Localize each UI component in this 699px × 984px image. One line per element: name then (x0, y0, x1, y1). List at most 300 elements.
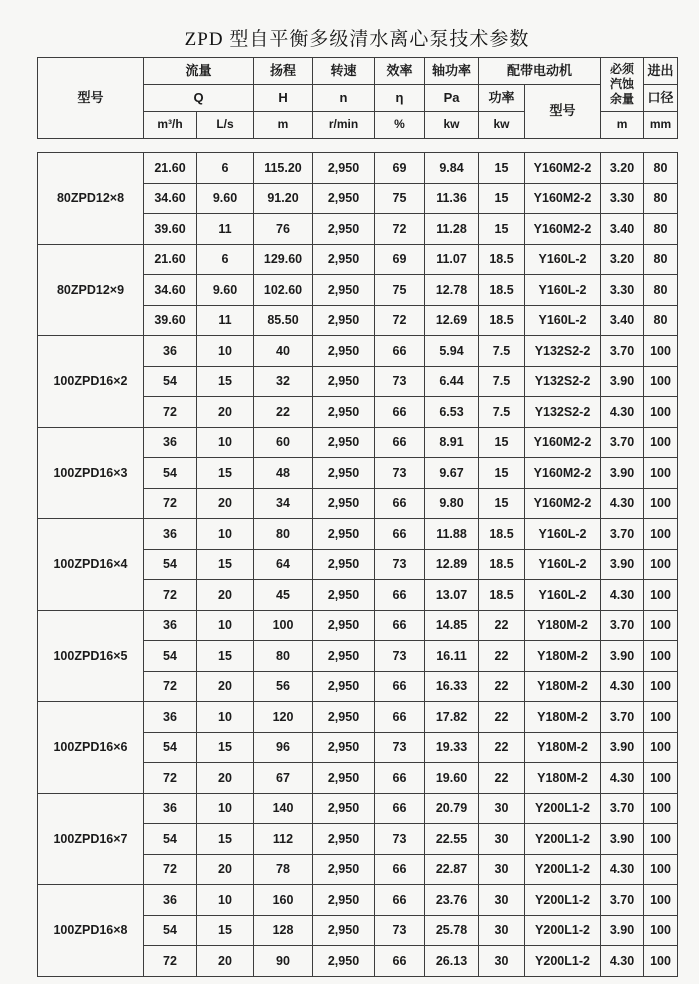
cell-motor-power-kw: 15 (479, 214, 525, 245)
cell-flow-m3h: 21.60 (144, 244, 197, 275)
cell-flow-m3h: 36 (144, 336, 197, 367)
cell-head-m: 100 (254, 610, 313, 641)
header-head-symbol: H (254, 85, 313, 112)
cell-shaft-power-kw: 11.28 (425, 214, 479, 245)
cell-efficiency-pct: 73 (375, 549, 425, 580)
cell-motor-power-kw: 30 (479, 946, 525, 977)
cell-flow-ls: 10 (197, 336, 254, 367)
cell-motor-model: Y160M2-2 (525, 214, 601, 245)
cell-motor-power-kw: 22 (479, 732, 525, 763)
cell-speed-rpm: 2,950 (313, 336, 375, 367)
cell-flow-m3h: 72 (144, 946, 197, 977)
cell-speed-rpm: 2,950 (313, 519, 375, 550)
cell-shaft-power-kw: 12.69 (425, 305, 479, 336)
cell-head-m: 90 (254, 946, 313, 977)
cell-motor-model: Y160L-2 (525, 244, 601, 275)
cell-speed-rpm: 2,950 (313, 427, 375, 458)
cell-shaft-power-kw: 11.88 (425, 519, 479, 550)
cell-motor-power-kw: 30 (479, 885, 525, 916)
cell-shaft-power-kw: 6.44 (425, 366, 479, 397)
cell-speed-rpm: 2,950 (313, 885, 375, 916)
header-npsh: 必须汽蚀余量 (601, 58, 644, 112)
cell-npsh-m: 3.70 (601, 702, 644, 733)
cell-port-mm: 80 (644, 305, 678, 336)
cell-motor-model: Y180M-2 (525, 610, 601, 641)
cell-shaft-power-kw: 12.89 (425, 549, 479, 580)
cell-flow-ls: 10 (197, 793, 254, 824)
cell-npsh-m: 3.70 (601, 427, 644, 458)
cell-port-mm: 100 (644, 427, 678, 458)
header-shaft-power-symbol: Pa (425, 85, 479, 112)
cell-head-m: 112 (254, 824, 313, 855)
cell-shaft-power-kw: 19.33 (425, 732, 479, 763)
header-model: 型号 (38, 58, 144, 139)
cell-efficiency-pct: 66 (375, 610, 425, 641)
pump-model: 100ZPD16×6 (38, 702, 144, 794)
cell-speed-rpm: 2,950 (313, 549, 375, 580)
cell-flow-ls: 6 (197, 153, 254, 184)
cell-shaft-power-kw: 13.07 (425, 580, 479, 611)
cell-efficiency-pct: 66 (375, 946, 425, 977)
cell-flow-ls: 10 (197, 702, 254, 733)
cell-motor-model: Y200L1-2 (525, 824, 601, 855)
cell-npsh-m: 4.30 (601, 580, 644, 611)
cell-motor-model: Y180M-2 (525, 702, 601, 733)
cell-motor-power-kw: 18.5 (479, 244, 525, 275)
cell-efficiency-pct: 66 (375, 427, 425, 458)
unit-rpm: r/min (313, 112, 375, 139)
cell-efficiency-pct: 73 (375, 366, 425, 397)
cell-port-mm: 80 (644, 214, 678, 245)
cell-flow-m3h: 54 (144, 458, 197, 489)
header-efficiency: 效率 (375, 58, 425, 85)
unit-motor-kw: kw (479, 112, 525, 139)
cell-motor-model: Y180M-2 (525, 763, 601, 794)
header-row-1 (38, 58, 678, 85)
cell-flow-ls: 9.60 (197, 275, 254, 306)
cell-efficiency-pct: 73 (375, 824, 425, 855)
cell-efficiency-pct: 66 (375, 702, 425, 733)
cell-speed-rpm: 2,950 (313, 702, 375, 733)
pump-model: 80ZPD12×9 (38, 244, 144, 336)
cell-head-m: 67 (254, 763, 313, 794)
cell-speed-rpm: 2,950 (313, 763, 375, 794)
cell-port-mm: 100 (644, 702, 678, 733)
cell-npsh-m: 3.40 (601, 305, 644, 336)
pump-model: 100ZPD16×3 (38, 427, 144, 519)
cell-motor-model: Y160M2-2 (525, 427, 601, 458)
cell-shaft-power-kw: 9.80 (425, 488, 479, 519)
cell-head-m: 56 (254, 671, 313, 702)
cell-head-m: 140 (254, 793, 313, 824)
cell-port-mm: 80 (644, 153, 678, 184)
cell-flow-ls: 15 (197, 458, 254, 489)
unit-head-m: m (254, 112, 313, 139)
cell-npsh-m: 3.70 (601, 885, 644, 916)
cell-flow-m3h: 54 (144, 366, 197, 397)
cell-shaft-power-kw: 9.67 (425, 458, 479, 489)
pump-model: 100ZPD16×5 (38, 610, 144, 702)
cell-speed-rpm: 2,950 (313, 671, 375, 702)
cell-motor-model: Y132S2-2 (525, 366, 601, 397)
cell-flow-m3h: 72 (144, 854, 197, 885)
cell-motor-model: Y200L1-2 (525, 793, 601, 824)
cell-flow-ls: 15 (197, 732, 254, 763)
cell-motor-model: Y160M2-2 (525, 153, 601, 184)
cell-npsh-m: 4.30 (601, 671, 644, 702)
page-title: ZPD 型自平衡多级清水离心泵技术参数 (184, 29, 530, 50)
cell-flow-m3h: 36 (144, 427, 197, 458)
header-motor-model: 型号 (525, 85, 601, 139)
cell-flow-m3h: 54 (144, 824, 197, 855)
header-flow: 流量 (144, 58, 254, 85)
cell-head-m: 22 (254, 397, 313, 428)
cell-motor-model: Y160L-2 (525, 549, 601, 580)
cell-flow-m3h: 72 (144, 763, 197, 794)
cell-head-m: 60 (254, 427, 313, 458)
cell-efficiency-pct: 66 (375, 793, 425, 824)
cell-flow-ls: 20 (197, 671, 254, 702)
header-shaft-power: 轴功率 (425, 58, 479, 85)
pump-model: 80ZPD12×8 (38, 153, 144, 245)
cell-motor-power-kw: 30 (479, 793, 525, 824)
cell-port-mm: 100 (644, 488, 678, 519)
cell-motor-model: Y180M-2 (525, 732, 601, 763)
cell-flow-m3h: 54 (144, 732, 197, 763)
cell-flow-ls: 11 (197, 305, 254, 336)
cell-npsh-m: 3.40 (601, 214, 644, 245)
cell-port-mm: 100 (644, 549, 678, 580)
cell-shaft-power-kw: 16.33 (425, 671, 479, 702)
cell-flow-m3h: 36 (144, 610, 197, 641)
cell-npsh-m: 3.90 (601, 915, 644, 946)
table-row (38, 793, 678, 824)
cell-port-mm: 100 (644, 763, 678, 794)
cell-npsh-m: 3.90 (601, 549, 644, 580)
table-row (38, 610, 678, 641)
cell-npsh-m: 3.70 (601, 793, 644, 824)
cell-npsh-m: 3.90 (601, 458, 644, 489)
cell-motor-power-kw: 22 (479, 763, 525, 794)
unit-npsh-m: m (601, 112, 644, 139)
header-efficiency-symbol: η (375, 85, 425, 112)
cell-motor-model: Y160L-2 (525, 275, 601, 306)
cell-npsh-m: 3.30 (601, 183, 644, 214)
cell-shaft-power-kw: 23.76 (425, 885, 479, 916)
cell-flow-m3h: 36 (144, 519, 197, 550)
cell-speed-rpm: 2,950 (313, 397, 375, 428)
cell-motor-power-kw: 7.5 (479, 397, 525, 428)
cell-speed-rpm: 2,950 (313, 580, 375, 611)
cell-flow-m3h: 72 (144, 488, 197, 519)
cell-motor-model: Y132S2-2 (525, 336, 601, 367)
cell-npsh-m: 4.30 (601, 397, 644, 428)
unit-ls: L/s (197, 112, 254, 139)
cell-speed-rpm: 2,950 (313, 946, 375, 977)
cell-efficiency-pct: 75 (375, 275, 425, 306)
header-port-line1: 进出 (644, 58, 678, 85)
cell-flow-m3h: 36 (144, 702, 197, 733)
cell-motor-model: Y200L1-2 (525, 854, 601, 885)
cell-npsh-m: 4.30 (601, 854, 644, 885)
cell-flow-ls: 10 (197, 519, 254, 550)
cell-head-m: 32 (254, 366, 313, 397)
cell-port-mm: 100 (644, 610, 678, 641)
cell-speed-rpm: 2,950 (313, 183, 375, 214)
cell-speed-rpm: 2,950 (313, 153, 375, 184)
header-port-line2: 口径 (644, 85, 678, 112)
cell-head-m: 129.60 (254, 244, 313, 275)
cell-npsh-m: 3.90 (601, 732, 644, 763)
cell-efficiency-pct: 66 (375, 488, 425, 519)
cell-speed-rpm: 2,950 (313, 610, 375, 641)
cell-efficiency-pct: 75 (375, 183, 425, 214)
cell-motor-power-kw: 15 (479, 427, 525, 458)
cell-npsh-m: 3.90 (601, 641, 644, 672)
cell-head-m: 115.20 (254, 153, 313, 184)
pump-model: 100ZPD16×7 (38, 793, 144, 885)
cell-flow-ls: 11 (197, 214, 254, 245)
cell-shaft-power-kw: 16.11 (425, 641, 479, 672)
cell-motor-power-kw: 15 (479, 458, 525, 489)
cell-port-mm: 100 (644, 824, 678, 855)
cell-motor-model: Y200L1-2 (525, 915, 601, 946)
cell-head-m: 76 (254, 214, 313, 245)
table-row (38, 153, 678, 184)
cell-flow-m3h: 72 (144, 397, 197, 428)
cell-flow-m3h: 54 (144, 915, 197, 946)
cell-head-m: 160 (254, 885, 313, 916)
cell-npsh-m: 4.30 (601, 763, 644, 794)
cell-speed-rpm: 2,950 (313, 915, 375, 946)
cell-motor-model: Y160M2-2 (525, 458, 601, 489)
cell-port-mm: 80 (644, 244, 678, 275)
cell-port-mm: 100 (644, 793, 678, 824)
cell-flow-m3h: 54 (144, 549, 197, 580)
header-speed: 转速 (313, 58, 375, 85)
cell-efficiency-pct: 66 (375, 671, 425, 702)
cell-flow-ls: 10 (197, 427, 254, 458)
cell-shaft-power-kw: 6.53 (425, 397, 479, 428)
cell-flow-m3h: 39.60 (144, 214, 197, 245)
cell-port-mm: 100 (644, 671, 678, 702)
cell-head-m: 102.60 (254, 275, 313, 306)
pump-table-rows (38, 153, 678, 977)
cell-port-mm: 100 (644, 641, 678, 672)
cell-head-m: 34 (254, 488, 313, 519)
cell-shaft-power-kw: 22.87 (425, 854, 479, 885)
cell-motor-model: Y160L-2 (525, 580, 601, 611)
cell-head-m: 85.50 (254, 305, 313, 336)
cell-shaft-power-kw: 8.91 (425, 427, 479, 458)
cell-flow-ls: 6 (197, 244, 254, 275)
header-motor: 配带电动机 (479, 58, 601, 85)
cell-efficiency-pct: 73 (375, 732, 425, 763)
cell-speed-rpm: 2,950 (313, 732, 375, 763)
cell-efficiency-pct: 66 (375, 885, 425, 916)
cell-efficiency-pct: 69 (375, 244, 425, 275)
cell-motor-power-kw: 18.5 (479, 580, 525, 611)
cell-flow-m3h: 54 (144, 641, 197, 672)
cell-motor-power-kw: 15 (479, 153, 525, 184)
cell-shaft-power-kw: 11.07 (425, 244, 479, 275)
cell-efficiency-pct: 72 (375, 305, 425, 336)
header-speed-symbol: n (313, 85, 375, 112)
cell-flow-ls: 10 (197, 610, 254, 641)
cell-speed-rpm: 2,950 (313, 305, 375, 336)
cell-motor-power-kw: 22 (479, 702, 525, 733)
cell-npsh-m: 3.20 (601, 244, 644, 275)
unit-m3h: m³/h (144, 112, 197, 139)
cell-npsh-m: 3.70 (601, 519, 644, 550)
cell-head-m: 64 (254, 549, 313, 580)
cell-flow-m3h: 39.60 (144, 305, 197, 336)
cell-motor-power-kw: 18.5 (479, 549, 525, 580)
cell-port-mm: 100 (644, 366, 678, 397)
cell-port-mm: 100 (644, 946, 678, 977)
cell-flow-ls: 15 (197, 824, 254, 855)
cell-head-m: 78 (254, 854, 313, 885)
cell-flow-ls: 9.60 (197, 183, 254, 214)
cell-motor-power-kw: 18.5 (479, 275, 525, 306)
cell-motor-power-kw: 22 (479, 610, 525, 641)
unit-percent: % (375, 112, 425, 139)
pump-table-body (37, 152, 678, 977)
cell-flow-m3h: 72 (144, 580, 197, 611)
cell-motor-power-kw: 15 (479, 183, 525, 214)
cell-efficiency-pct: 66 (375, 854, 425, 885)
cell-speed-rpm: 2,950 (313, 824, 375, 855)
cell-motor-power-kw: 18.5 (479, 305, 525, 336)
cell-head-m: 91.20 (254, 183, 313, 214)
cell-flow-m3h: 34.60 (144, 183, 197, 214)
cell-motor-model: Y200L1-2 (525, 946, 601, 977)
cell-npsh-m: 3.30 (601, 275, 644, 306)
cell-efficiency-pct: 72 (375, 214, 425, 245)
cell-shaft-power-kw: 5.94 (425, 336, 479, 367)
cell-efficiency-pct: 66 (375, 397, 425, 428)
cell-motor-power-kw: 7.5 (479, 336, 525, 367)
cell-flow-m3h: 72 (144, 671, 197, 702)
cell-shaft-power-kw: 14.85 (425, 610, 479, 641)
cell-flow-m3h: 34.60 (144, 275, 197, 306)
header-flow-symbol: Q (144, 85, 254, 112)
table-row (38, 336, 678, 367)
cell-flow-ls: 15 (197, 366, 254, 397)
cell-shaft-power-kw: 17.82 (425, 702, 479, 733)
cell-speed-rpm: 2,950 (313, 366, 375, 397)
cell-speed-rpm: 2,950 (313, 458, 375, 489)
cell-npsh-m: 3.90 (601, 366, 644, 397)
unit-port-mm: mm (644, 112, 678, 139)
cell-efficiency-pct: 66 (375, 763, 425, 794)
cell-flow-ls: 15 (197, 641, 254, 672)
cell-efficiency-pct: 69 (375, 153, 425, 184)
cell-efficiency-pct: 73 (375, 915, 425, 946)
cell-shaft-power-kw: 19.60 (425, 763, 479, 794)
cell-speed-rpm: 2,950 (313, 244, 375, 275)
cell-motor-power-kw: 22 (479, 671, 525, 702)
cell-efficiency-pct: 66 (375, 336, 425, 367)
cell-port-mm: 100 (644, 397, 678, 428)
pump-model: 100ZPD16×4 (38, 519, 144, 611)
cell-motor-power-kw: 30 (479, 915, 525, 946)
cell-shaft-power-kw: 20.79 (425, 793, 479, 824)
cell-port-mm: 80 (644, 183, 678, 214)
cell-shaft-power-kw: 11.36 (425, 183, 479, 214)
cell-head-m: 120 (254, 702, 313, 733)
cell-port-mm: 100 (644, 732, 678, 763)
cell-flow-m3h: 21.60 (144, 153, 197, 184)
cell-motor-power-kw: 7.5 (479, 366, 525, 397)
cell-motor-power-kw: 30 (479, 824, 525, 855)
cell-efficiency-pct: 66 (375, 519, 425, 550)
cell-flow-ls: 15 (197, 915, 254, 946)
cell-flow-ls: 20 (197, 397, 254, 428)
table-row (38, 244, 678, 275)
cell-motor-model: Y160L-2 (525, 519, 601, 550)
table-row (38, 702, 678, 733)
cell-flow-ls: 20 (197, 946, 254, 977)
cell-speed-rpm: 2,950 (313, 854, 375, 885)
cell-motor-model: Y180M-2 (525, 671, 601, 702)
cell-speed-rpm: 2,950 (313, 275, 375, 306)
cell-flow-ls: 20 (197, 580, 254, 611)
cell-flow-m3h: 36 (144, 793, 197, 824)
cell-motor-power-kw: 18.5 (479, 519, 525, 550)
table-row (38, 885, 678, 916)
cell-shaft-power-kw: 25.78 (425, 915, 479, 946)
cell-port-mm: 100 (644, 854, 678, 885)
cell-speed-rpm: 2,950 (313, 214, 375, 245)
cell-shaft-power-kw: 26.13 (425, 946, 479, 977)
cell-port-mm: 80 (644, 275, 678, 306)
cell-flow-ls: 20 (197, 763, 254, 794)
cell-port-mm: 100 (644, 458, 678, 489)
cell-npsh-m: 3.70 (601, 610, 644, 641)
cell-port-mm: 100 (644, 885, 678, 916)
cell-speed-rpm: 2,950 (313, 641, 375, 672)
cell-port-mm: 100 (644, 336, 678, 367)
cell-npsh-m: 3.20 (601, 153, 644, 184)
cell-flow-ls: 20 (197, 488, 254, 519)
cell-head-m: 45 (254, 580, 313, 611)
cell-flow-m3h: 36 (144, 885, 197, 916)
table-row (38, 519, 678, 550)
cell-head-m: 128 (254, 915, 313, 946)
cell-motor-power-kw: 22 (479, 641, 525, 672)
cell-motor-power-kw: 30 (479, 854, 525, 885)
cell-port-mm: 100 (644, 519, 678, 550)
cell-head-m: 96 (254, 732, 313, 763)
cell-head-m: 80 (254, 519, 313, 550)
cell-efficiency-pct: 73 (375, 458, 425, 489)
cell-efficiency-pct: 73 (375, 641, 425, 672)
cell-motor-model: Y160L-2 (525, 305, 601, 336)
header-motor-power: 功率 (479, 85, 525, 112)
cell-port-mm: 100 (644, 915, 678, 946)
cell-npsh-m: 3.90 (601, 824, 644, 855)
cell-shaft-power-kw: 22.55 (425, 824, 479, 855)
cell-motor-model: Y160M2-2 (525, 183, 601, 214)
cell-npsh-m: 3.70 (601, 336, 644, 367)
cell-flow-ls: 20 (197, 854, 254, 885)
cell-shaft-power-kw: 12.78 (425, 275, 479, 306)
cell-motor-model: Y200L1-2 (525, 885, 601, 916)
cell-head-m: 40 (254, 336, 313, 367)
unit-shaft-kw: kw (425, 112, 479, 139)
header-head: 扬程 (254, 58, 313, 85)
